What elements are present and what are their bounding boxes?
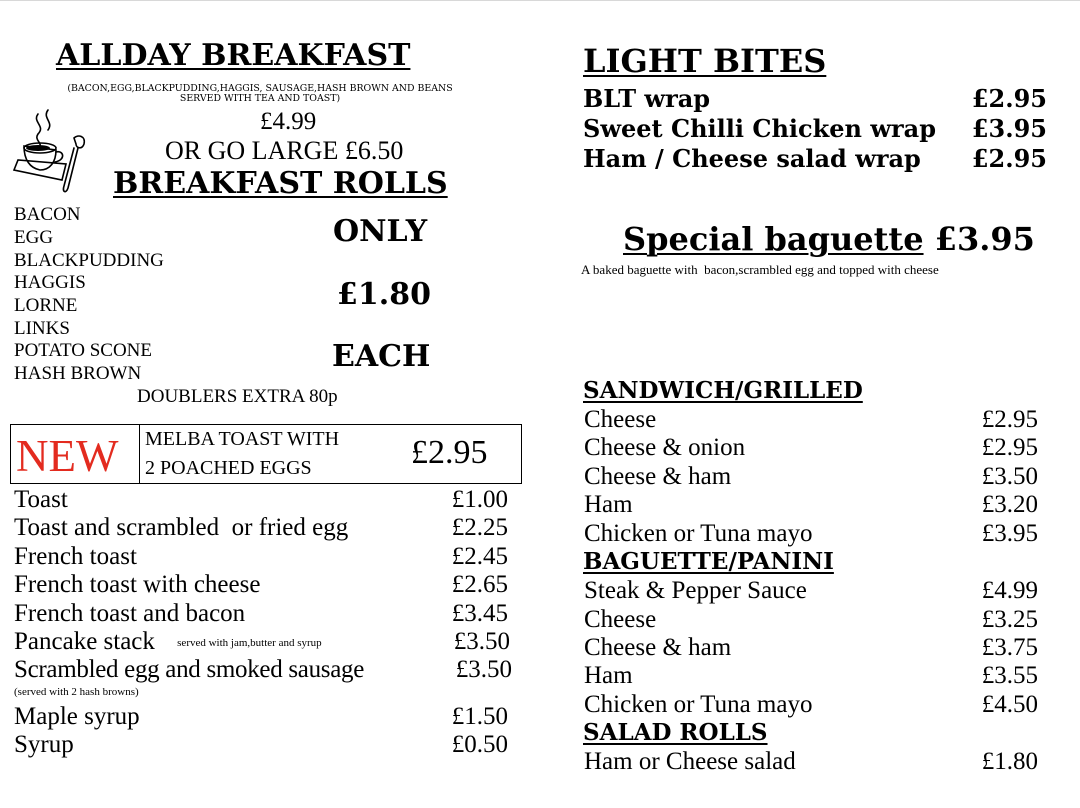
breakfast-desc-line2: SERVED WITH TEA AND TOAST) [179,93,341,104]
item-name: French toast and bacon [14,600,246,627]
item-price: £3.50 [981,463,1038,490]
allday-breakfast-title: ALLDAY BREAKFAST [56,38,411,73]
top-border [0,0,1080,1]
item-price: £3.55 [981,662,1038,689]
item-price: £3.95 [971,114,1047,143]
item-name: Cheese & ham [584,463,732,490]
roll-item: HAGGIS [14,272,86,293]
new-item-line2: 2 POACHED EGGS [145,457,312,479]
item-price: £3.20 [981,491,1038,518]
item-name: Sweet Chilli Chicken wrap [583,114,936,143]
menu-row [584,606,1038,635]
menu-row [14,703,508,732]
item-name: Ham / Cheese salad wrap [583,144,921,173]
roll-item: POTATO SCONE [14,340,153,361]
item-name: Chicken or Tuna mayo [584,691,813,718]
item-name-text: Pancake stack [14,628,155,655]
item-price: £0.50 [451,731,508,758]
menu-row [14,543,508,572]
item-name [14,628,322,657]
item-name: Cheese [584,606,657,633]
item-name: Cheese & ham [584,634,732,661]
roll-item: BACON [14,204,81,225]
item-price: £3.95 [981,520,1038,547]
item-name: Toast and scrambled or fried egg [14,514,349,541]
item-name: Steak & Pepper Sauce [584,577,807,604]
breakfast-rolls-title: BREAKFAST ROLLS [113,166,448,201]
sandwich-grilled-title: SANDWICH/GRILLED [583,377,863,404]
menu-row [14,486,508,515]
menu-row [584,748,1038,777]
rolls-only-label: ONLY [333,214,428,249]
menu-row [14,571,508,600]
menu-row [583,84,1047,114]
menu-row [584,491,1038,520]
menu-row [583,114,1047,144]
menu-row [583,144,1047,174]
item-name: Ham [584,491,633,518]
light-bites-title: LIGHT BITES [583,42,827,80]
item-name: Chicken or Tuna mayo [584,520,813,547]
new-badge: NEW [16,431,119,481]
special-baguette-desc: A baked baguette with bacon,scrambled egg and topped with cheese [581,262,939,277]
item-price: £4.99 [981,577,1038,604]
item-name: Cheese [584,406,657,433]
menu-row [584,434,1038,463]
item-price: £3.25 [981,606,1038,633]
item-price: £4.50 [981,691,1038,718]
special-baguette-title: Special baguette [623,220,924,258]
allday-breakfast-description [20,84,500,104]
item-name: French toast with cheese [14,571,261,598]
item-name: French toast [14,543,137,570]
item-price: £1.00 [451,486,508,513]
item-name: Syrup [14,731,74,758]
item-name: Ham or Cheese salad [584,748,796,775]
menu-row [584,691,1038,720]
item-price: £1.80 [981,748,1038,775]
tea-cup-spoon-icon [8,104,94,196]
new-box-divider [139,425,140,483]
roll-item: HASH BROWN [14,363,142,384]
baguette-panini-title: BAGUETTE/PANINI [583,548,834,575]
item-name: Toast [14,486,68,513]
item-note: served with jam,butter and syrup [177,636,322,649]
new-item-box [10,424,522,484]
item-price: £3.45 [451,600,508,627]
item-price: £2.95 [981,406,1038,433]
item-price: £2.65 [451,571,508,598]
roll-item: LINKS [14,318,70,339]
item-price: £3.50 [453,628,510,655]
rolls-each-label: EACH [332,339,431,374]
item-name: Cheese & onion [584,434,746,461]
item-price: £1.50 [451,703,508,730]
item-price: £2.45 [451,543,508,570]
menu-row [14,731,508,760]
item-price: £2.95 [971,84,1047,113]
roll-item: LORNE [14,295,78,316]
menu-row [14,656,512,685]
new-item-line1: MELBA TOAST WITH [145,428,340,450]
doublers-extra: DOUBLERS EXTRA 80p [137,386,338,407]
sausage-note: (served with 2 hash browns) [14,686,139,698]
salad-rolls-title: SALAD ROLLS [583,719,768,746]
item-price: £3.75 [981,634,1038,661]
menu-row [584,406,1038,435]
menu-row [584,463,1038,492]
menu-row [584,662,1038,691]
item-price: £2.95 [971,144,1047,173]
rolls-price: £1.80 [337,277,431,312]
menu-row [584,520,1038,549]
item-name: BLT wrap [583,84,711,113]
item-name: Maple syrup [14,703,140,730]
item-name: Ham [584,662,633,689]
menu-row [14,600,508,629]
go-large-price: OR GO LARGE £6.50 [165,136,404,165]
menu-row [584,634,1038,663]
special-baguette-heading [623,220,1035,258]
item-price: £2.25 [451,514,508,541]
breakfast-desc-line1: (BACON,EGG,BLACKPUDDING,HAGGIS, SAUSAGE,HASH BROWN AND BEANS [67,83,453,94]
item-price: £2.95 [981,434,1038,461]
item-price: £3.50 [455,656,512,683]
menu-row [14,514,508,543]
menu-row [584,577,1038,606]
roll-item: BLACKPUDDING [14,250,164,271]
special-baguette-price: £3.95 [934,220,1035,258]
item-name: Scrambled egg and smoked sausage [14,656,365,683]
menu-row [14,628,510,657]
allday-breakfast-price: £4.99 [260,108,317,135]
roll-item: EGG [14,227,54,248]
new-item-price: £2.95 [411,434,488,471]
